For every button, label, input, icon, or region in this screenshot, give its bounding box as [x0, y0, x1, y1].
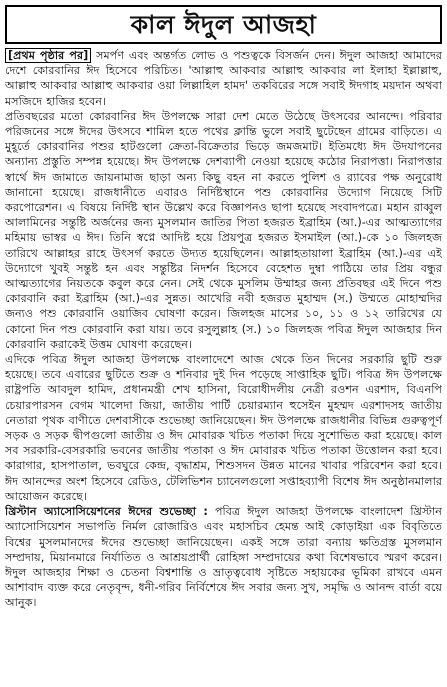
paragraph-2	[5, 109, 442, 352]
paragraph-text: সমর্পণ এবং অন্তর্গত লোভ ও পশুত্বকে বিসর্জন দেন। ঈদুল আজহা আমাদের দেশে কোরবানির ঈদ হিসেবে পরিচিত। 'আল্লাহু আকবার আল্লাহু আকবার লা ইলাহা ইল্লাল্লাহু, আল্লাহু আকবার আল্লাহু আকবার ওয়া লিল্লাহিল হামদ' তকবিরের সঙ্গে সবাই ঈদগাহ ময়দান অথবা মসজিদে হাজির হবেন।	[5, 49, 442, 108]
headline: কাল ঈদুল আজহা	[130, 10, 317, 39]
continuation-label: [প্রথম পৃষ্ঠার পর]	[5, 48, 91, 63]
paragraph-3	[5, 352, 442, 504]
paragraph-4	[5, 504, 442, 610]
news-clipping	[5, 5, 442, 682]
headline-box	[5, 5, 442, 44]
paragraph-text: প্রতিবছরের মতো কোরবানির ঈদ উপলক্ষে সারা দেশ মেতে উঠেছে উৎসবের আনন্দে। পরিবার পরিজনের সঙ্গে ঈদের উৎসবে শামিল হতে পথের ক্লান্তি ভুলে সবাই ছুটেছেন গ্রামের বাড়িতে। এ মুহূর্তে কোরবানির পশুর হাটগুলো ক্রেতা-বিক্রেতার ভিড়ে জমজমাট। ইতিমধ্যে ঈদ উদযাপনের অন্যান্য প্রস্তুতি সম্পন্ন হয়েছে। ঈদ উপলক্ষে দেশব্যাপী নেওয়া হয়েছে কঠোর নিরাপত্তা। নিরাপত্তার স্বার্থে ঈদ জামাতে জায়নামাজ ছাড়া অন্য কিছু বহন না করতে পুলিশ ও র‍্যাবের পক্ষ অনুরোধ জানানো হয়েছে। রাজধানীতে এবারও নির্দিষ্টস্থানে পশু কোরবানির উদ্যোগ নিয়েছে সিটি করপোরেশন। এ বিষয়ে নির্দিষ্ট স্থান উল্লেখ করে বিজ্ঞাপনও ছাপা হয়েছে সংবাদপত্রে। মহান রাব্বুল আলামিনের সন্তুষ্টি অর্জনের জন্য মুসলমান জাতির পিতা হজরত ইব্রাহিম (আ.)-এর আত্মত্যাগের মহিমায় ভাস্বর এ ঈদ। তিনি স্বপ্নে আদিষ্ট হয়ে প্রিয়পুত্র হজরত ইসমাইল (আ.)-কে ১০ জিলহজ তারিখে আল্লাহর রাহে উৎসর্গ করতে উদ্যত হয়েছিলেন। আল্লাহতায়ালা ইব্রাহিম (আ.)-এর এই উদ্যোগে খুবই সন্তুষ্ট হন এবং সন্তুষ্টির নিদর্শন হিসেবে বেহেশত দুম্বা পাঠিয়ে তার প্রিয় বন্ধুর আত্মত্যাগের নিয়তকে কবুল করে নেন। সেই থেকে মুসলিম উম্মাহর জন্য প্রতিবছর এই দিনে পশু কোরবানি করা ইব্রাহিম (আ.)-এর সুন্নত। আখেরি নবী হজরত মুহাম্মদ (স.) উম্মতে মোহাম্মদির জন্যও পশু কোরবানি ওয়াজিব ঘোষণা করেন। জিলহজ মাসের ১০, ১১ ও ১২ তারিখের যে কোনো দিন পশু কোরবানি করা যায়। তবে রসুলুল্লাহ (স.) ১০ জিলহজ পবিত্র ঈদুল আজহার দিন কোরবানি করাকেই উত্তম ঘোষণা করেছেন।	[5, 109, 442, 351]
paragraph-text: পবিত্র ঈদুল আজহা উপলক্ষে বাংলাদেশ খ্রিস্টান অ্যাসোসিয়েশন সভাপতি নির্মল রোজারিও এবং মহাসচিব হেমন্ত আই কোড়াইয়া এক বিবৃতিতে বিশ্বের মুসলমানদের ঈদের শুভেচ্ছা জানিয়েছেন। একই সঙ্গে তারা বন্যায় ক্ষতিগ্রস্ত মুসলমান সম্প্রদায়, মিয়ানমারে নির্যাতিত ও আশ্রয়প্রার্থী রোহিঙ্গা সম্প্রদায়ের কথা বিশেষভাবে স্মরণ করেন। ঈদুল আজহার শিক্ষা ও চেতনা বিশ্বশান্তি ও ভ্রাতৃত্ববোধ সৃষ্টিতে সহায়কের ভূমিকা রাখবে এমন আশাবাদ ব্যক্ত করে নেতৃবৃন্দ, ধনী-গরিব নির্বিশেষে ঈদ সবার জন্য সুখ, সমৃদ্ধি ও আনন্দ বার্তা বয়ে আনুক।	[5, 505, 442, 610]
paragraph-1	[5, 48, 442, 109]
subhead-christian-association: খ্রিস্টান অ্যাসোসিয়েশনের ঈদের শুভেচ্ছা :	[5, 505, 208, 519]
article-body	[5, 48, 442, 611]
paragraph-text: এদিকে পবিত্র ঈদুল আজহা উপলক্ষে বাংলাদেশে আজ থেকে তিন দিনের সরকারি ছুটি শুরু হয়েছে। তবে এবারের ছুটিতে শুক্র ও শনিবার দুই দিন পড়েছে সাপ্তাহিক ছুটি। পবিত্র ঈদ উপলক্ষে রাষ্ট্রপতি আবদুল হামিদ, প্রধানমন্ত্রী শেখ হাসিনা, বিরোধীদলীয় নেত্রী রওশন এরশাদ, বিএনপি চেয়ারপারসন বেগম খালেদা জিয়া, জাতীয় পার্টি চেয়ারম্যান হুসেইন মুহম্মদ এরশাদসহ জাতীয় নেতারা পৃথক বাণীতে দেশবাসীকে শুভেচ্ছা জানিয়েছেন। ঈদ উপলক্ষে রাজধানীর বিভিন্ন গুরুত্বপূর্ণ সড়ক ও সড়ক দ্বীপগুলো জাতীয় ও ঈদ মোবারক খচিত পতাকা দিয়ে সুশোভিত করা হয়েছে। কাল সব সরকারি-বেসরকারি ভবনের জাতীয় পতাকা ও ঈদ মোবারক খচিত পতাকা উত্তোলন করা হবে। কারাগার, হাসপাতাল, ভবঘুরে কেন্দ্র, বৃদ্ধাশ্রম, শিশুসদন উন্নত মানের খাবার পরিবেশন করা হবে। ঈদ আনন্দের অংশ হিসেবে রেডিও, টেলিভিশন চ্যানেলগুলো সপ্তাহব্যাপী বিশেষ ঈদ অনুষ্ঠানমালার আয়োজন করেছে।	[5, 353, 442, 503]
